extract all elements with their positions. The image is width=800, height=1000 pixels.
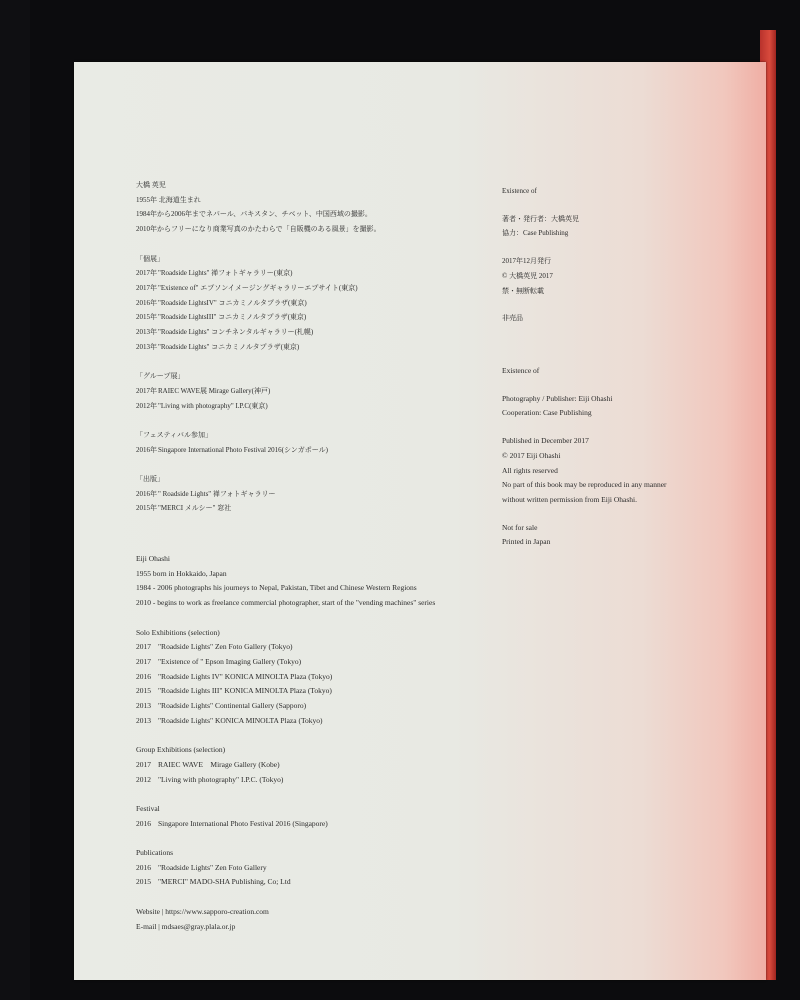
colophon-en-published: without written permission from Eiji Ohashi. xyxy=(502,494,637,504)
jp-group-heading: 「グループ展」 xyxy=(136,372,185,381)
en-solo-item: 2017 "Roadside Lights" Zen Foto Gallery (Tokyo) xyxy=(136,642,293,652)
en-artist-name: Eiji Ohashi xyxy=(136,554,170,563)
jp-artist-name: 大橋 英児 xyxy=(136,181,166,189)
en-festival-item: 2016 Singapore International Photo Festival 2016 (Singapore) xyxy=(136,818,328,828)
jp-solo-item: 2015年 "Roadside LightsIII" コニカミノルタプラザ(東京) xyxy=(136,313,307,322)
jp-solo-item: 2017年 "Roadside Lights" 禅フォトギャラリー(東京) xyxy=(136,269,293,278)
email-link[interactable]: E-mail | mdsaes@gray.plala.or.jp xyxy=(136,921,236,931)
en-festival-heading: Festival xyxy=(136,803,160,813)
jp-bio-line: 1984年から2006年までネパール、パキスタン、チベット、中国西域の撮影。 xyxy=(136,210,372,219)
colophon-jp-title: Existence of xyxy=(502,187,537,195)
jp-publication-item: 2015年 "MERCI メルシー" 窓社 xyxy=(136,504,232,513)
colophon-jp-credit: 著者・発行者：大橋英児 xyxy=(502,214,579,223)
en-publication-item: 2015 "MERCI" MADO-SHA Publishing, Co; Ltd xyxy=(136,877,291,887)
colophon-en-published: No part of this book may be reproduced in any manner xyxy=(502,480,667,490)
en-group-item: 2017 RAIEC WAVE Mirage Gallery (Kobe) xyxy=(136,759,280,769)
colophon-en-footer: Not for sale xyxy=(502,522,538,532)
en-solo-item: 2015 "Roadside Lights III" KONICA MINOLTA Plaza (Tokyo) xyxy=(136,686,332,696)
en-group-heading: Group Exhibitions (selection) xyxy=(136,745,226,755)
en-group-item: 2012 "Living with photography" I.P.C. (Tokyo) xyxy=(136,774,284,784)
colophon-en-credit: Photography / Publisher: Eiji Ohashi xyxy=(502,393,613,403)
colophon-jp-published: 2017年12月発行 xyxy=(502,257,551,266)
en-solo-item: 2016 "Roadside Lights IV" KONICA MINOLTA Plaza (Tokyo) xyxy=(136,671,333,681)
jp-bio-line: 2010年からフリーになり商業写真のかたわらで「自販機のある風景」を撮影。 xyxy=(136,225,381,234)
colophon-en-published: All rights reserved xyxy=(502,465,558,475)
jp-solo-item: 2017年 "Existence of" エプソンイメージングギャラリーエプサイト(東京) xyxy=(136,283,358,292)
en-bio-line: 1984 - 2006 photographs his journeys to Nepal, Pakistan, Tibet and Chinese Western Regions xyxy=(136,583,417,593)
en-solo-item: 2013 "Roadside Lights" Continental Gallery (Sapporo) xyxy=(136,701,307,711)
en-publication-item: 2016 "Roadside Lights" Zen Foto Gallery xyxy=(136,862,267,872)
colophon-en-published: © 2017 Eiji Ohashi xyxy=(502,450,561,460)
colophon-jp-published: 禁・無断転載 xyxy=(502,286,544,295)
jp-publications-heading: 「出版」 xyxy=(136,475,164,483)
book-page xyxy=(74,62,766,980)
en-solo-item: 2017 "Existence of " Epson Imaging Gallery (Tokyo) xyxy=(136,656,302,666)
colophon-en-title: Existence of xyxy=(502,366,540,375)
jp-festival-item: 2016年 Singapore International Photo Festival 2016(シンガポール) xyxy=(136,445,328,454)
colophon-japanese xyxy=(502,184,752,326)
colophon-en-published: Published in December 2017 xyxy=(502,436,589,446)
colophon-jp-credit: 協力：Case Publishing xyxy=(502,229,569,238)
en-solo-item: 2013 "Roadside Lights" KONICA MINOLTA Plaza (Tokyo) xyxy=(136,715,323,725)
japanese-biography xyxy=(136,178,466,516)
jp-group-item: 2017年 RAIEC WAVE展 Mirage Gallery(神戸) xyxy=(136,386,271,395)
jp-solo-heading: 「個展」 xyxy=(136,254,164,263)
en-solo-heading: Solo Exhibitions (selection) xyxy=(136,627,220,637)
jp-group-item: 2012年 "Living with photography" I.P.C(東京) xyxy=(136,401,268,410)
colophon-en-footer: Printed in Japan xyxy=(502,537,551,547)
jp-publication-item: 2016年 " Roadside Lights" 禅フォトギャラリー xyxy=(136,489,276,498)
jp-solo-item: 2013年 "Roadside Lights" コンチネンタルギャラリー(札幌) xyxy=(136,328,314,337)
jp-festival-heading: 「フェスティバル参加」 xyxy=(136,430,212,439)
colophon-jp-published: © 大橋英児 2017 xyxy=(502,271,553,280)
en-publications-heading: Publications xyxy=(136,848,174,857)
english-biography xyxy=(136,552,536,934)
en-bio-line: 1955 born in Hokkaido, Japan xyxy=(136,568,227,578)
jp-solo-item: 2013年 "Roadside Lights" コニカミノルタプラザ(東京) xyxy=(136,342,300,351)
en-bio-line: 2010 - begins to work as freelance commercial photographer, start of the "vending machines" series xyxy=(136,598,436,608)
colophon-jp-not-for-sale: 非売品 xyxy=(502,314,523,323)
colophon-en-credit: Cooperation: Case Publishing xyxy=(502,408,592,418)
jp-bio-line: 1955年 北海道生まれ xyxy=(136,195,201,204)
jp-solo-item: 2016年 "Roadside LightsIV" コニカミノルタプラザ(東京) xyxy=(136,298,307,307)
colophon-english xyxy=(502,364,752,550)
website-link[interactable]: Website | https://www.sapporo-creation.com xyxy=(136,906,269,916)
dark-background xyxy=(0,0,30,1000)
